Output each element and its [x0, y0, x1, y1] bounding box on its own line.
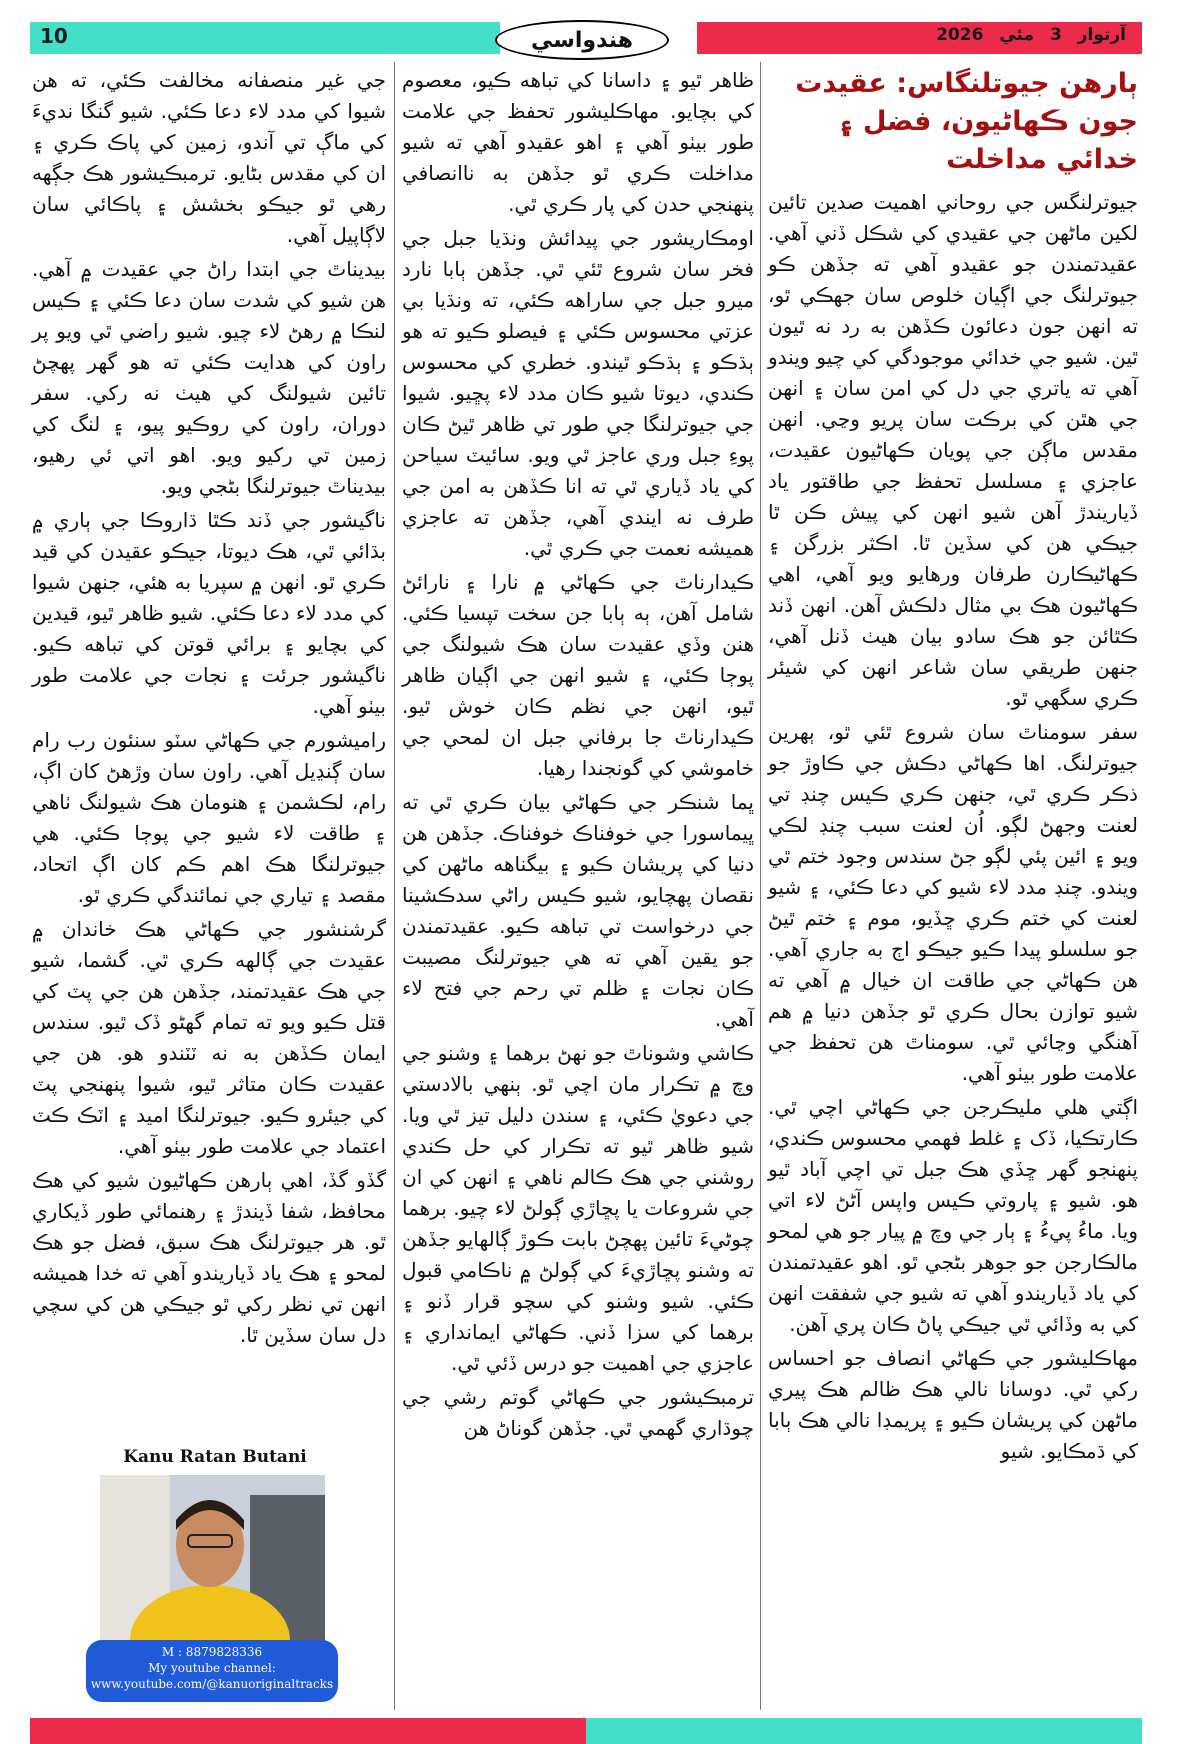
paragraph: گڏو گڏ، اهي ٻارهن ڪهاڻيون شيو کي هڪ محافظ، شفا ڏيندڙ ۽ رهنمائي طور ڏيکاري ٿو. هر جيوترلنگ هڪ سبق، فضل جو هڪ لمحو ۽ هڪ ياد ڏياريندو آهي ته خدا هميشه انهن تي نظر رکي ٿو جيڪي هن کي سچي دل سان سڏين ٿا. — [32, 1168, 386, 1347]
page-number: 10 — [40, 24, 68, 48]
article-column-middle — [402, 65, 754, 1447]
date-day: 3 — [1049, 25, 1062, 45]
footer-teal-segment — [586, 1718, 1142, 1744]
date-month: مئي — [999, 25, 1035, 45]
column-divider — [394, 62, 395, 1710]
paragraph: جي غير منصفانه مخالفت ڪئي، ته هن شيوا کي مدد لاء دعا ڪئي. شيو گنگا نديءَ کي ماڳ تي آندو، زمين کي پاڪ ڪري ۽ ان کي مقدس بڻايو. ترمبڪيشور هڪ جڳهه رهي ٿو جيڪو بخشش ۽ پاڪائي سان لاڳاپيل آهي. — [32, 68, 386, 247]
footer-bar — [30, 1718, 1142, 1744]
author-photo — [100, 1475, 325, 1655]
newspaper-logo — [495, 20, 669, 60]
header-teal-segment — [30, 22, 500, 54]
author-contact-box — [86, 1640, 338, 1702]
date-year: 2026 — [936, 25, 984, 45]
paragraph: جيوترلنگس جي روحاني اهميت صدين تائين لکين ماڻهن جي عقيدي کي شڪل ڏني آهي. عقيدتمندن جو عقيدو آهي ته جڏهن ڪو جيوترلنگ جي اڳيان خلوص سان جهڪي ٿو، ته انهن جون دعائون ڪڏهن به رد نه ٿيون ٿين. شيو جي خدائي موجودگي کي چيو ويندو آهي ته ياتري جي دل کي امن سان ۽ انهن جي هٿن کي برڪت سان پريو وڃي. انهن مقدس ماڳن جي پويان ڪهاڻيون عقيدت، عاجزي ۽ مسلسل تحفظ جي طاقتور ياد ڏياريندڙ آهن شيو انهن کي پيش ڪن ٿا جيڪي هن کي سڏين ٿا. اڪثر بزرگن ۽ ڪهاڻيڪارن طرفان ورهايو ويو آهي، اهي ڪهاڻيون هڪ بي مثال دلڪش آهن. انهن ڏند ڪٿائن جو هڪ سادو بيان هيٺ ڏنل آهي، جنهن طريقي سان شاعر انهن کي شيئر ڪري سگهي ٿو. — [768, 190, 1138, 710]
paragraph: ناگيشور جي ڏند ڪٿا ڌاروڪا جي ٻاري ۾ بڌائي ٿي، هڪ ديوتا، جيڪو عقيدن کي قيد ڪري ٿو. انهن ۾ سپريا به هئي، جنهن شيوا کي مدد لاء دعا ڪئي. شيو ظاهر ٿيو، قيدين کي بچايو ۽ برائي قوتن کي تباهه ڪيو. ناگيشور جرئت ۽ نجات جي علامت طور بيٺو آهي. — [32, 508, 386, 718]
paragraph: ڪاشي وشوناٿ جو نهڻ برهما ۽ وشنو جي وچ ۾ تڪرار مان اچي ٿو. ٻنهي بالادستي جي دعويٰ ڪئي، ۽ سندن دليل تيز ٿي ويا. شيو ظاهر ٿيو ته تڪرار کي حل ڪندي روشني جي هڪ ڪالم ناهي ۽ انهن کي ان جي شروعات يا پڇاڙي ڳولڻ لاء چيو. برهما چوڻيءَ تائين پهچڻ بابت ڪوڙ ڳالهايو جڏهن ته وشنو پڇاڙيءَ کي ڳولڻ ۾ ناڪامي قبول ڪئي. شيو وشنو کي سچو قرار ڏنو ۽ برهما کي سزا ڏني. ڪهاڻي ايمانداري ۽ عاجزي جي اهميت جو درس ڏئي ٿي. — [402, 1041, 754, 1375]
paragraph: ترمبڪيشور جي ڪهاڻي گوتم رشي جي چوڌاري گهمي ٿي. جڏهن گوناڻ هن — [402, 1385, 754, 1440]
footer-red-segment — [30, 1718, 586, 1744]
date-line — [926, 25, 1126, 45]
paragraph: ڀما شنڪر جي ڪهاڻي بيان ڪري ٿي ته ڀيماسورا جي خوفناڪ خوفناڪ. جڏهن هن دنيا کي پريشان ڪيو ۽ بيگناهه ماڻهن کي نقصان پهچايو، شيو ڪيس راڻي سدڪشينا جي درخواست تي تباهه ڪيو. عقيدتمندن جو يقين آهي ته هي جيوترلنگ مصيبت ڪان نجات ۽ ظلم تي رحم جي فتح لاء آهي. — [402, 790, 754, 1031]
author-phone: M : 8879828336 — [161, 1645, 263, 1659]
article-headline: ٻارهن جيوتلنگاس: عقيدت جون ڪهاڻيون، فضل ۽ خدائي مداخلت — [795, 68, 1138, 175]
author-portrait-icon — [100, 1475, 325, 1655]
paragraph: بيديناٿ جي ابتدا راڻ جي عقيدت ۾ آهي. هن شيو کي شدت سان دعا ڪئي ۽ ڪيس لنڪا ۾ رهڻ لاء چيو. شيو راضي ٿي ويو پر راون کي هدايت ڪئي ته هو گهر پهچڻ تائين شيولنگ کي هيٺ نه رکي. سفر دوران، راون کي روڪيو پيو، ۽ لنگ کي زمين تي رکيو ويو. اهو اتي ئي رهيو، بيديناٿ جيوترلنگا بڻجي ويو. — [32, 257, 386, 498]
paragraph: ڪيدارناٿ جي ڪهاڻي ۾ نارا ۽ نارائڻ شامل آهن، ٻه ٻابا جن سخت تپسيا ڪئي. هنن وڏي عقيدت سان هڪ شيولنگ جي پوڄا ڪئي، ۽ شيو انهن جي اڳيان ظاهر ٿيو، انهن جي نظم ڪان خوش ٿيو. ڪيدارناٿ جا برفاني جبل ان لمحي جي خاموشي کي گونجندا رهيا. — [402, 570, 754, 780]
paragraph: گرشنشور جي ڪهاڻي هڪ خاندان ۾ عقيدت جي ڳالهه ڪري ٿي. گشما، شيو جي هڪ عقيدتمند، جڏهن هن جي پٽ کي قتل ڪيو ويو ته تمام گهڻو ڏک ٿيو. سندس ايمان ڪڏهن به نه ٽٽندو هو. هن جي عقيدت ڪان متاثر ٿيو، شيوا پنهنجي پٽ کي جيئرو ڪيو. جيوترلنگا اميد ۽ اٽڪ ڪٽ اعتماد جي علامت طور بيٺو آهي. — [32, 917, 386, 1158]
paragraph: سفر سومناٿ سان شروع ٿئي ٿو، ٻهرين جيوترلنگ. اها ڪهاڻي دڪش جي ڪاوڙ جو ذڪر ڪري ٿي، جنهن ڪري ڪيس چنڊ تي لعنت وجهڻ لڳو. اُن لعنت سبب چنڊ لڪي ويو ۽ ائين پئي لڳو جڻ سندس وجود ختم ٿي ويندو. چنڊ مدد لاء شيو کي دعا ڪئي، ۽ شيو لعنت کي ختم ڪري ڇڏيو، موم ۽ ختم ٿيڻ جو سلسلو پيدا ڪيو جيڪو اڄ به جاري آهي. هن ڪهاڻي جي طاقت ان خيال ۾ آهي ته شيو توازن بحال ڪري ٿو جڏهن دنيا ۾ هم آهنگي وڃائي ٿي. سومناٿ هن تحفظ جي علامت طور بيٺو آهي. — [768, 720, 1138, 1085]
column-divider — [760, 62, 761, 1710]
date-weekday: آرتوار — [1077, 25, 1126, 45]
paragraph: اومڪاريشور جي پيدائش ونڌيا جبل جي فخر سان شروع ٿئي ٿي. جڏهن ٻابا نارد ميرو جبل جي ساراهه ڪئي، ته ونڌيا بي عزتي محسوس ڪئي ۽ فيصلو ڪيو ته هو ٻڌڪو ۽ ٻڌڪو ٿيندو. خطري کي محسوس ڪندي، ديوتا شيو ڪان مدد لاء پڇيو. شيوا جي جيوترلنگا جي طور تي ظاهر ٿيڻ ڪان پوءِ جبل وري عاجز ٿي ويو. سائيٽ سياحن کي ياد ڏياري ٿي ته انا ڪڏهن به امن جي طرف نه ايندي آهي، جڏهن ته عاجزي هميشه نعمت جي ڪري ٿي. — [402, 226, 754, 560]
author-channel-label: My youtube channel: — [148, 1661, 276, 1675]
author-channel-link[interactable]: www.youtube.com/@kanuoriginaltracks — [90, 1677, 334, 1691]
author-name: Kanu Ratan Butani — [123, 1447, 307, 1467]
paragraph: ظاهر ٿيو ۽ داسانا کي تباهه ڪيو، معصوم کي بچايو. مهاڪليشور تحفظ جي علامت طور بيٺو آهي ۽ اهو عقيدو آهي ته شيو مداخلت ڪري ٿو جڏهن به ناانصافي پنهنجي حدن کي پار ڪري ٿي. — [402, 68, 754, 216]
paragraph: مهاڪليشور جي ڪهاڻي انصاف جو احساس رکي ٿي. دوسانا نالي هڪ ظالم هڪ پيري ماڻهن کي پريشان ڪيو ۽ پريمڊا نالي هڪ ٻابا کي ڌمڪايو. شيو — [768, 1346, 1138, 1463]
article-column-left — [32, 65, 386, 1354]
paragraph: اڳتي هلي مليڪرجن جي ڪهاڻي اچي ٿي. ڪارتڪيا، ڏک ۽ غلط فهمي محسوس ڪندي، پنهنجو گهر ڇڏي هڪ جبل تي اچي آباد ٿيو هو. شيو ۽ پاروتي ڪيس واپس آڻڻ لاء اتي ويا. ماءُ پيءُ ۽ ٻار جي وچ ۾ پيار جو هي لمحو مالڪارجن جو جوهر بڻجي ٿو. اهو عقيدتمندن کي ياد ڏياريندو آهي ته شيو جي شفقت انهن کي به وڏائي ٿي جيڪي پاڻ ڪان پري آهن. — [768, 1095, 1138, 1336]
paragraph: راميشورم جي ڪهاڻي سٽو سنئون رب رام سان ڳنڍيل آهي. راون سان وڙهڻ کان اڳ، رام، لڪشمن ۽ هنومان هڪ شيولنگ ٺاهي ۽ طاقت لاء شيو جي پوڄا ڪئي. هي جيوترلنگا هڪ اهم ڪم کان اڳ اتحاد، مقصد ۽ تياري جي نمائندگي ڪري ٿو. — [32, 728, 386, 907]
logo-text: هندواسي — [530, 27, 634, 53]
article-column-right — [768, 65, 1138, 1470]
